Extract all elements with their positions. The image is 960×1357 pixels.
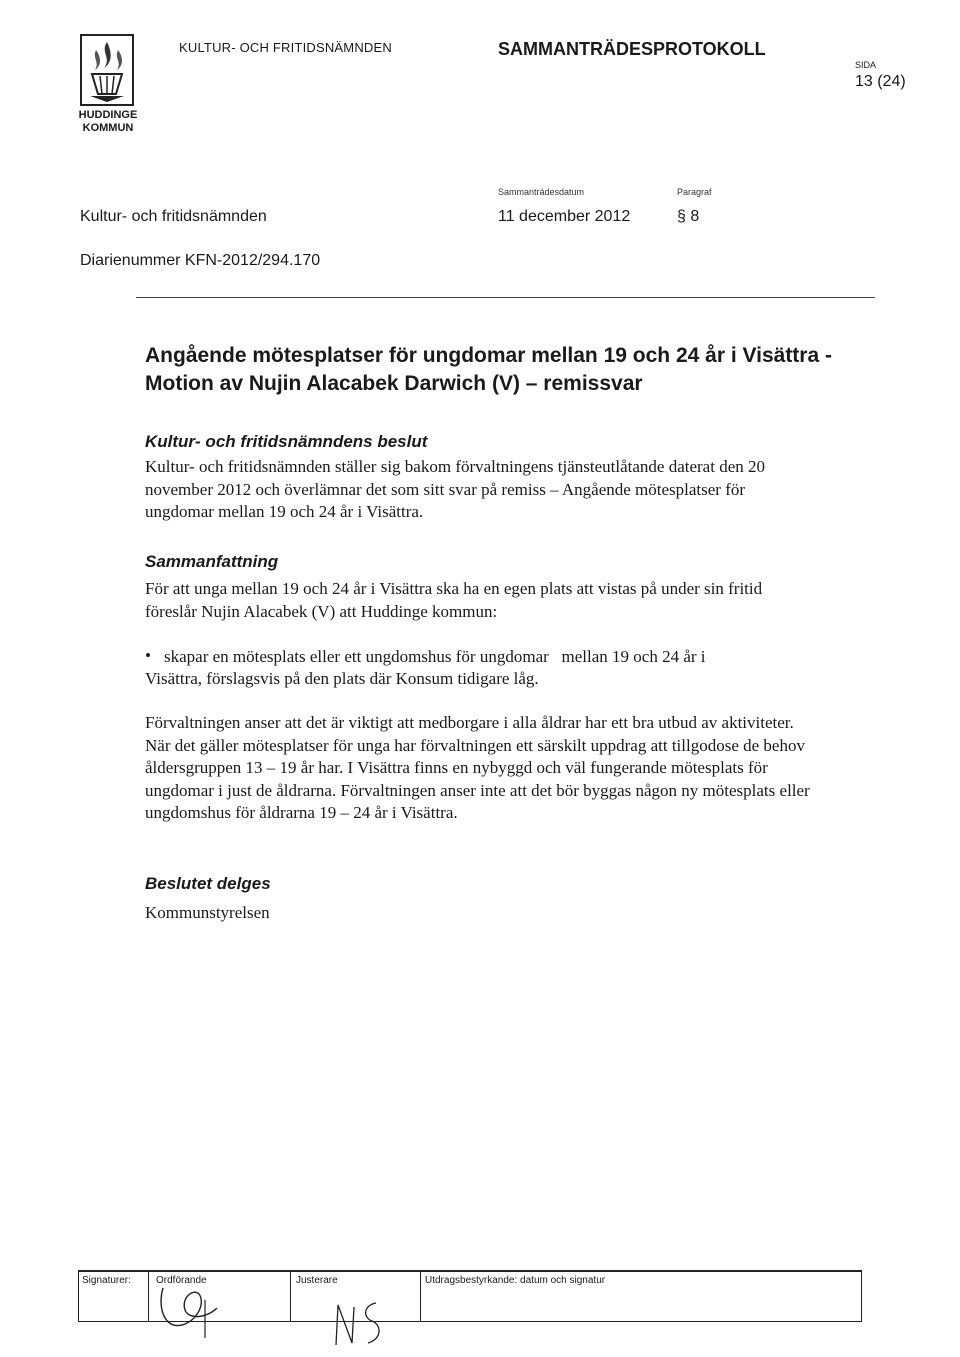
distribution-recipient: Kommunstyrelsen xyxy=(145,903,270,922)
decision-heading: Kultur- och fritidsnämndens beslut xyxy=(145,432,428,451)
header-divider xyxy=(136,297,875,298)
signature-column-divider xyxy=(148,1270,149,1322)
municipality-logo xyxy=(80,34,134,106)
signatures-label: Signaturer: xyxy=(82,1275,131,1286)
case-number: Diarienummer KFN-2012/294.170 xyxy=(80,252,321,269)
meeting-date: 11 december 2012 xyxy=(498,208,631,225)
bullet-item-continuation: Visättra, förslagsvis på den plats där Konsum tidigare låg. xyxy=(145,669,539,688)
signature-column-divider xyxy=(290,1270,291,1322)
administration-opinion-text: Förvaltningen anser att det är viktigt att medborgare i alla åldrar har ett bra utbud av aktiviteter. När det gäller mötesplatser för unga har förvaltningen ett särskilt uppdrag att tillgodose de behov åldersgruppen 13 – 19 år har. I Visättra finns en nybyggd och väl fungerande mötesplats för ungdomar i just de åldrarna. Förvaltningen anser inte att det bör byggas någon ny mötesplats eller ungdomshus för åldrarna 19 – 24 år i Visättra. xyxy=(145,713,810,822)
document-title: Angående mötesplatser för ungdomar mellan 19 och 24 år i Visättra - Motion av Nujin Alacabek Darwich (V) – remissvar xyxy=(145,344,832,395)
page-label: SIDA xyxy=(855,60,877,70)
extract-certification-label: Utdragsbestyrkande: datum och signatur xyxy=(425,1275,606,1286)
page-number: 13 (24) xyxy=(855,73,906,90)
torch-emblem-icon xyxy=(82,36,132,104)
meeting-date-label: Sammanträdesdatum xyxy=(498,187,585,197)
bullet-item-line: skapar en mötesplats eller ett ungdomshus för ungdomar mellan 19 och 24 år i xyxy=(164,647,706,666)
adjuster-signature xyxy=(330,1295,390,1351)
decision-text: Kultur- och fritidsnämnden ställer sig bakom förvaltningens tjänsteutlåtande daterat den 20 november 2012 och överlämnar det som sitt svar på remiss – Angående mötesplatser för ungdomar mellan 19 och 24 år i Visättra. xyxy=(145,457,765,521)
signature-column-divider xyxy=(420,1270,421,1322)
distribution-heading: Beslutet delges xyxy=(145,874,271,893)
chairman-signature xyxy=(155,1280,225,1340)
document-type: SAMMANTRÄDESPROTOKOLL xyxy=(498,39,766,59)
chairman-label: Ordförande xyxy=(156,1275,207,1286)
adjuster-label: Justerare xyxy=(296,1275,338,1286)
paragraph-label: Paragraf xyxy=(677,187,712,197)
committee-heading: KULTUR- OCH FRITIDSNÄMNDEN xyxy=(179,40,392,55)
municipality-name: HUDDINGE KOMMUN xyxy=(78,109,138,134)
summary-heading: Sammanfattning xyxy=(145,552,279,571)
summary-text: För att unga mellan 19 och 24 år i Visättra ska ha en egen plats att vistas på under sin fritid föreslår Nujin Alacabek (V) att Huddinge kommun: xyxy=(145,579,763,621)
committee-name: Kultur- och fritidsnämnden xyxy=(80,208,267,225)
bullet-icon: • xyxy=(145,646,151,665)
paragraph-number: § 8 xyxy=(677,208,700,225)
